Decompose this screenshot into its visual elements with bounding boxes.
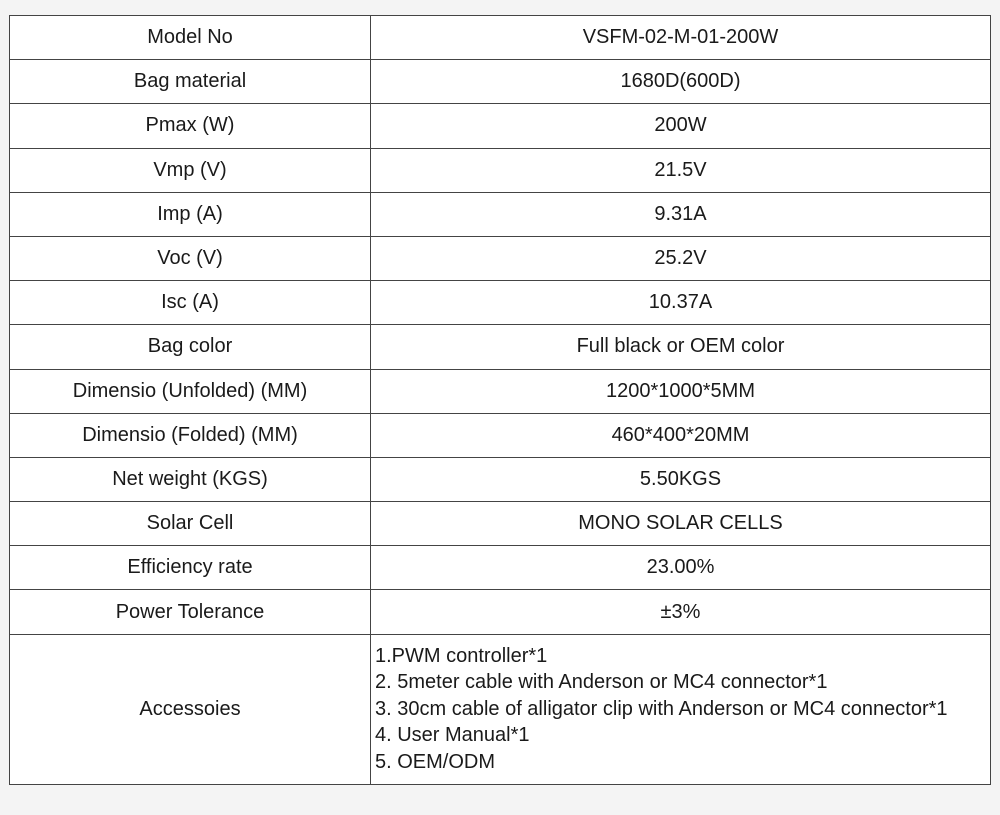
- table-row: [10, 325, 991, 369]
- row-value-vmp: 21.5V: [371, 148, 991, 192]
- row-value-isc: 10.37A: [371, 281, 991, 325]
- table-row: [10, 369, 991, 413]
- spec-table: [9, 15, 991, 785]
- row-label-dimension-unfolded: Dimensio (Unfolded) (MM): [10, 369, 371, 413]
- table-row: [10, 60, 991, 104]
- accessories-list: [371, 634, 991, 784]
- row-value-solar-cell: MONO SOLAR CELLS: [371, 502, 991, 546]
- row-label-pmax: Pmax (W): [10, 104, 371, 148]
- row-label-solar-cell: Solar Cell: [10, 502, 371, 546]
- table-row: [10, 502, 991, 546]
- row-label-vmp: Vmp (V): [10, 148, 371, 192]
- table-row: [10, 104, 991, 148]
- table-row: [10, 281, 991, 325]
- row-value-power-tolerance: ±3%: [371, 590, 991, 634]
- accessory-item: 2. 5meter cable with Anderson or MC4 connector*1: [375, 671, 828, 694]
- row-label-accessories: Accessoies: [10, 634, 371, 784]
- row-value-imp: 9.31A: [371, 192, 991, 236]
- row-value-model-no: VSFM-02-M-01-200W: [371, 16, 991, 60]
- row-value-pmax: 200W: [371, 104, 991, 148]
- accessory-item: 5. OEM/ODM: [375, 750, 496, 773]
- row-label-voc: Voc (V): [10, 236, 371, 280]
- table-row-accessories: [10, 634, 991, 784]
- row-label-isc: Isc (A): [10, 281, 371, 325]
- row-value-dimension-unfolded: 1200*1000*5MM: [371, 369, 991, 413]
- row-label-dimension-folded: Dimensio (Folded) (MM): [10, 413, 371, 457]
- row-value-bag-material: 1680D(600D): [371, 60, 991, 104]
- accessory-item: 4. User Manual*1: [375, 724, 530, 747]
- row-label-imp: Imp (A): [10, 192, 371, 236]
- row-label-efficiency-rate: Efficiency rate: [10, 546, 371, 590]
- table-row: [10, 192, 991, 236]
- accessory-item: 1.PWM controller*1: [375, 644, 548, 667]
- table-row: [10, 16, 991, 60]
- table-row: [10, 546, 991, 590]
- row-label-bag-color: Bag color: [10, 325, 371, 369]
- row-label-model-no: Model No: [10, 16, 371, 60]
- row-label-bag-material: Bag material: [10, 60, 371, 104]
- table-row: [10, 148, 991, 192]
- table-row: [10, 590, 991, 634]
- row-value-dimension-folded: 460*400*20MM: [371, 413, 991, 457]
- row-value-efficiency-rate: 23.00%: [371, 546, 991, 590]
- accessory-item: 3. 30cm cable of alligator clip with Anderson or MC4 connector*1: [375, 697, 948, 720]
- table-row: [10, 457, 991, 501]
- row-value-bag-color: Full black or OEM color: [371, 325, 991, 369]
- row-value-voc: 25.2V: [371, 236, 991, 280]
- row-value-net-weight: 5.50KGS: [371, 457, 991, 501]
- table-row: [10, 413, 991, 457]
- table-row: [10, 236, 991, 280]
- row-label-power-tolerance: Power Tolerance: [10, 590, 371, 634]
- row-label-net-weight: Net weight (KGS): [10, 457, 371, 501]
